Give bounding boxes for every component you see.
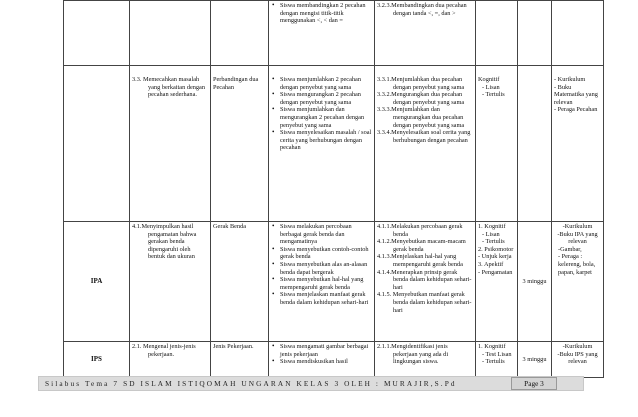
table-row [64,342,604,378]
list-item: • Siswa mengurangkan 2 pecahan dengan penyebut yang sama [271,91,372,106]
materi-cell: Perbandingan dua Pecahan [211,66,269,222]
list-item: • Siswa menjumlahkan dan mengurangkan 2 pecahan dengan penyebut yang sama [271,106,372,129]
list-item: • Siswa menyebutkan alas an-alasan benda dapat bergerak [271,261,372,276]
table-row [64,222,604,342]
list-item: • Siswa menyebutkan contoh-contoh gerak benda [271,246,372,261]
list-item: 3.2.3.Membandingkan dua pecahan dengan tanda <, =, dan > [377,2,467,17]
list-item: • Siswa membandingkan 2 pecahan dengan mengisi titik-titik menggunakan <, < dan = [271,2,372,25]
subject-label: IPA [64,222,130,342]
list-item: 4.1.1.Melakukan percobaan gerak benda [377,223,463,238]
materi-cell: Gerak Benda [211,222,269,342]
list-item: • Siswa menjelaskan manfaat gerak benda dalam kehidupan sehari-hari [271,291,372,306]
subject-cell [64,66,130,222]
kd-cell: 3.3. Memecahkan masalah yang berkaitan dengan pecahan sederhana. [130,66,211,222]
kegiatan-cell [269,1,375,66]
materi-cell: Jenis Pekerjaan. [211,342,269,378]
penilaian-cell: Kognitif - Lisan - Tertulis [476,66,518,222]
list-item: • Siswa menyelesaikan masalah / soal cerita yang berhubungan dengan pecahan [271,129,372,152]
list-item: 4.1.4.Menerapkan prinsip gerak benda dalam kehidupan sehari-hari [377,268,472,291]
syllabus-table [63,0,604,378]
list-item: 4.1.5. Menyebutkan manfaat gerak benda dalam kehidupan sehari-hari [377,291,472,314]
indikator-cell [375,342,476,378]
kegiatan-cell [269,222,375,342]
penilaian-cell: 1. Kognitif - Test Lisan - Tertulis [476,342,518,378]
kd-cell [130,1,211,66]
indikator-cell [375,66,476,222]
indikator-cell [375,222,476,342]
footer-bar [38,376,584,391]
list-item: 3.3.2.Mengurangkan dua pecahan dengan penyebut yang sama [377,91,465,106]
list-item: • Siswa menyebutkan hal-hal yang mempengaruhi gerak benda [271,276,372,291]
list-item: 4.1.3.Menjelaskan hal-hal yang mempengaruhi gerak benda [377,253,463,268]
list-item: 4.1.2.Menyebutkan macam-macam gerak benda [377,238,466,253]
table-row [64,1,604,66]
indikator-cell [375,1,476,66]
kegiatan-cell [269,342,375,378]
table-row [64,66,604,222]
page-number: Page 3 [511,377,557,390]
list-item: 2.1.1.Mengidentifikasi jenis pekerjaan yang ada di lingkungan siswa. [377,343,449,366]
list-item: 3.3.4.Menyelesaikan soal cerita yang berhubungan dengan pecahan [377,129,471,144]
sumber-cell: -Kurikulum -Buku IPS yang relevan [552,342,604,378]
list-item: 3.3.3.Menjumlahkan dan mengurangkan dua pecahan dengan penyebut yang sama [377,106,465,129]
penilaian-cell: 1. Kognitif - Lisan - Tertulis 2. Psikomotor - Unjuk kerja 3. Apektif - Pengamatan [476,222,518,342]
list-item: • Siswa mengamati gambar berbagai jenis pekerjaan [271,343,372,358]
penilaian-cell [476,1,518,66]
list-item: • Siswa melakukan percobaan berbagai gerak benda dan mengamatinya [271,223,372,246]
kd-cell: 4.1.Menyimpulkan hasil pengamatan bahwa gerakan benda dipengaruhi oleh bentuk dan ukuran [130,222,211,342]
kegiatan-cell [269,66,375,222]
waktu-cell [518,1,552,66]
waktu-cell: 3 minggu [518,222,552,342]
waktu-cell: 3 minggu [518,342,552,378]
list-item: • Siswa menjumlahkan 2 pecahan dengan penyebut yang sama [271,76,372,91]
subject-cell [64,1,130,66]
sumber-cell [552,1,604,66]
sumber-cell: - Kurikulum - Buku Matematika yang relevan - Peraga Pecahan [552,66,604,222]
kd-cell: 2.1. Mengenal jenis-jenis pekerjaan. [130,342,211,378]
list-item: • Siswa mendiskusikan hasil [271,358,372,366]
list-item: 3.3.1.Menjumlahkan dua pecahan dengan penyebut yang sama [377,76,465,91]
footer-text: Silabus Tema 7 SD ISLAM ISTIQOMAH UNGARAN KELAS 3 OLEH : MURAJIR,S.Pd [45,379,457,388]
subject-label: IPS [64,342,130,378]
waktu-cell [518,66,552,222]
sumber-cell: -Kurikulum -Buku IPA yang relevan -Gambar, - Peraga : kelereng, bola, papan, karpet [552,222,604,342]
materi-cell [211,1,269,66]
